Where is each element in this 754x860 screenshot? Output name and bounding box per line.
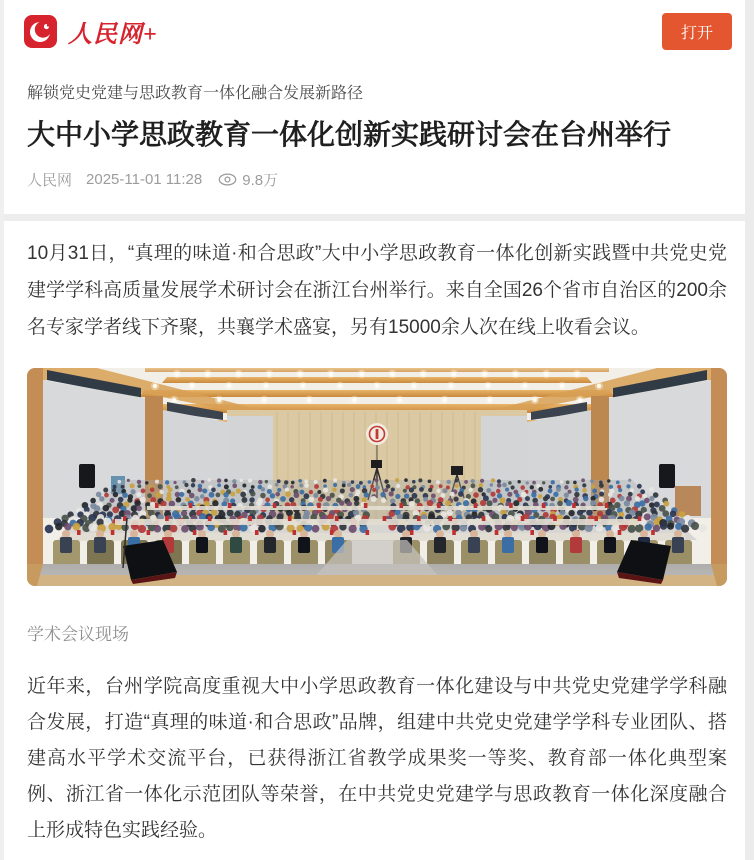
section-divider <box>0 214 754 221</box>
side-cabinet <box>675 486 701 516</box>
page-edge-right <box>745 0 754 860</box>
view-count <box>218 169 278 190</box>
article-meta <box>27 169 727 190</box>
source-name: 人民网 <box>27 171 73 189</box>
article-paragraph: 10月31日，“真理的味道·和合思政”大中小学思政教育一体化创新实践暨中共党史党建学学科高质量发展学术研讨会在浙江台州举行。来自全国26个省市自治区的200余名专家学者线下齐聚，共襄学术盛宴，另有15000余人次在线上收看会议。 <box>27 242 727 338</box>
view-count-value: 9.8万 <box>242 171 279 189</box>
app-banner <box>0 0 754 62</box>
conference-hall-illustration <box>27 368 727 586</box>
peoples-daily-app-icon[interactable] <box>24 15 57 48</box>
wall-speaker-left <box>79 464 95 488</box>
publish-datetime: 2025-11-01 11:28 <box>86 170 203 188</box>
wall-speaker-right <box>659 464 675 488</box>
article-eyebrow: 解锁党史党建与思政教育一体化融合发展新路径 <box>27 85 364 102</box>
open-app-button[interactable]: 打开 <box>662 13 732 50</box>
photo-caption: 学术会议现场 <box>27 624 129 644</box>
app-wordmark: 人民网+ <box>68 21 158 48</box>
page-edge-left <box>0 0 4 860</box>
article-paragraph: 近年来，台州学院高度重视大中小学思政教育一体化建设与中共党史党建学学科融合发展，打造“真理的味道·和合思政”品牌，组建中共党史党建学学科专业团队、搭建高水平学术交流平台，已获得浙江省教学成果奖一等奖、教育部一体化典型案例、浙江省一体化示范团队等荣誉，在中共党史党建学与思政教育一体化深度融合上形成特色实践经验。 <box>27 675 727 841</box>
peoples-daily-crescent-icon <box>24 15 57 48</box>
conference-hall-photo[interactable] <box>27 368 727 586</box>
eye-icon <box>218 173 237 186</box>
table-rows <box>69 503 685 541</box>
article-title: 大中小学思政教育一体化创新实践研讨会在台州举行 <box>27 119 672 150</box>
